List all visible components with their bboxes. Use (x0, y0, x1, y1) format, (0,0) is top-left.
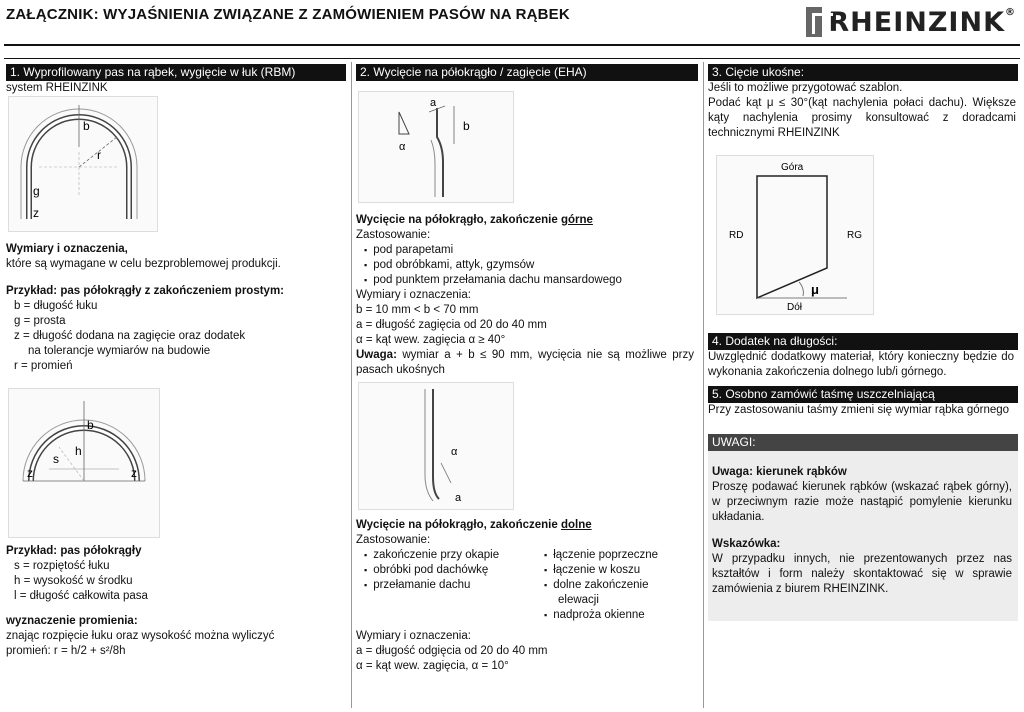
label-bottom: Dół (787, 302, 803, 313)
label-rg: RG (847, 230, 862, 241)
section-4-header: 4. Dodatek na długości: (708, 333, 1018, 350)
section-1-header: 1. Wyprofilowany pas na rąbek, wygięcie w łuk (RBM) (6, 64, 346, 81)
example-2-title: Przykład: pas półokrągły (6, 545, 142, 557)
top-use-item: ▪ pod obróbkami, attyk, gzymsów (356, 258, 698, 273)
rheinzink-logo (806, 4, 1016, 40)
oblique-cut-figure (716, 155, 874, 315)
label-mu: μ (811, 282, 819, 297)
bottom-use-item: ▪ przełamanie dachu (356, 578, 536, 593)
s5-text: Przy zastosowaniu taśmy zmieni się wymiar rąbka górnego (708, 404, 1010, 416)
column-divider-2 (703, 62, 704, 708)
bottom-use-item-cont: elewacji (558, 594, 599, 606)
ex1-item-r: r = promień (14, 360, 73, 372)
radius-text: znając rozpięcie łuku oraz wysokość można wyliczyć (6, 630, 275, 642)
label-h: h (75, 444, 82, 458)
label-top: Góra (781, 162, 804, 173)
example-1-title: Przykład: pas półokrągły z zakończeniem prostym: (6, 285, 284, 297)
ex2-item-s: s = rozpiętość łuku (14, 560, 110, 572)
bottom-use-item: ▪ obróbki pod dachówkę (356, 563, 536, 578)
notes-header: UWAGI: (708, 434, 1018, 451)
ex1-item-z: z = długość dodana na zagięcie oraz dodatek (14, 330, 246, 342)
label-z: z (33, 206, 39, 220)
bottom-dim-a: a = długość odgięcia od 20 do 40 mm (356, 645, 548, 657)
label-alpha: α (451, 446, 458, 458)
top-use-item: ▪ pod punktem przełamania dachu mansardowego (356, 273, 698, 288)
ex1-item-g: g = prosta (14, 315, 66, 327)
bottom-use-item: ▪ łączenie w koszu (536, 563, 686, 578)
dims-title: Wymiary i oznaczenia, (6, 243, 128, 255)
label-z-left: z (27, 466, 33, 480)
ex2-item-h: h = wysokość w środku (14, 575, 133, 587)
top-dims-label: Wymiary i oznaczenia: (356, 289, 471, 301)
section-eha (356, 64, 698, 674)
bottom-dim-alpha: α = kąt wew. zagięcia, α = 10° (356, 660, 509, 672)
bottom-use-left (356, 548, 536, 623)
radius-formula: promień: r = h/2 + s²/8h (6, 645, 126, 657)
top-dim-b: b = 10 mm < b < 70 mm (356, 304, 479, 316)
label-alpha: α (399, 141, 406, 153)
section-5-header: 5. Osobno zamówić taśmę uszczelniającą (708, 386, 1018, 403)
bottom-use-item: ▪ nadproża okienne (536, 608, 686, 623)
logo-mark-icon (806, 7, 822, 37)
label-a: a (430, 97, 437, 109)
bottom-use-item: ▪ łączenie poprzeczne (536, 548, 686, 563)
bottom-dims-label: Wymiary i oznaczenia: (356, 630, 471, 642)
s3-line1: Jeśli to możliwe przygotować szablon. (708, 82, 903, 94)
column-divider-1 (351, 62, 352, 708)
top-dim-a: a = długość zagięcia od 20 do 40 mm (356, 319, 547, 331)
dims-text: które są wymagane w celu bezproblemowej produkcji. (6, 258, 281, 270)
note-2-text: W przypadku innych, nie prezentowanych przez nas kształtów i form należy skontaktować się w sprawie zamówienia z biurem RHEINZINK. (712, 553, 1012, 595)
page-title: ZAŁĄCZNIK: WYJAŚNIENIA ZWIĄZANE Z ZAMÓWIENIEM PASÓW NA RĄBEK (6, 6, 570, 23)
top-rule (4, 44, 1020, 46)
top-cut-title: Wycięcie na półokrągło, zakończenie górne (356, 214, 593, 226)
top-rule-thin (4, 58, 1020, 59)
note-text: Uwaga: wymiar a + b ≤ 90 mm, wycięcia nie są możliwe przy pasach ukośnych (356, 349, 694, 376)
ex2-item-l: l = długość całkowita pasa (14, 590, 148, 602)
label-r: r (97, 148, 101, 162)
arch-figure (8, 96, 158, 232)
section-right (708, 64, 1018, 621)
radius-title: wyznaczenie promienia: (6, 615, 138, 627)
ex1-item-z-cont: na tolerancje wymiarów na budowie (28, 345, 211, 357)
top-use-item: ▪ pod parapetami (356, 243, 698, 258)
section-2-header: 2. Wycięcie na półokrągło / zagięcie (EHA) (356, 64, 698, 81)
note-1-title: Uwaga: kierunek rąbków (712, 466, 847, 478)
label-z-right: z (131, 466, 137, 480)
bottom-use-right (536, 548, 686, 623)
top-cut-figure (358, 91, 514, 203)
label-b: b (87, 418, 94, 432)
label-b: b (83, 119, 90, 133)
section-3-header: 3. Cięcie ukośne: (708, 64, 1018, 81)
ex1-item-b: b = długość łuku (14, 300, 98, 312)
top-use-label: Zastosowanie: (356, 229, 431, 241)
bottom-use-item: ▪ zakończenie przy okapie (356, 548, 536, 563)
notes-box (708, 451, 1018, 621)
s3-para: Podać kąt μ ≤ 30°(kąt nachylenia połaci dachu). Większe kąty nachylenia prosimy konsultować z doradcami technicznymi RHEINZINK (708, 97, 1016, 139)
s4-text: Uwzględnić dodatkowy materiał, który konieczny będzie do wykonania zakończenia dolnego lub/i górnego. (708, 351, 1014, 378)
bottom-use-label: Zastosowanie: (356, 534, 431, 546)
section-rbm (6, 64, 346, 659)
bottom-use-lists (356, 548, 698, 623)
semicircle-figure (8, 388, 160, 538)
bottom-cut-figure (358, 382, 514, 510)
label-s: s (53, 452, 59, 466)
logo-brand: RHEINZINK® (828, 6, 1016, 38)
note-2-title: Wskazówka: (712, 538, 781, 550)
label-b: b (463, 119, 470, 133)
bottom-cut-title: Wycięcie na półokrągło, zakończenie dolne (356, 519, 592, 531)
note-1-text: Proszę podawać kierunek rąbków (wskazać rąbek górny), w przeciwnym razie może nastąpić pomylenie kierunku układania. (712, 481, 1012, 523)
label-g: g (33, 184, 40, 198)
top-dim-alpha: α = kąt wew. zagięcia α ≥ 40° (356, 334, 506, 346)
system-label: system RHEINZINK (6, 82, 108, 94)
bottom-use-item: ▪ dolne zakończenie (536, 578, 686, 593)
label-rd: RD (729, 230, 744, 241)
label-a: a (455, 492, 462, 504)
